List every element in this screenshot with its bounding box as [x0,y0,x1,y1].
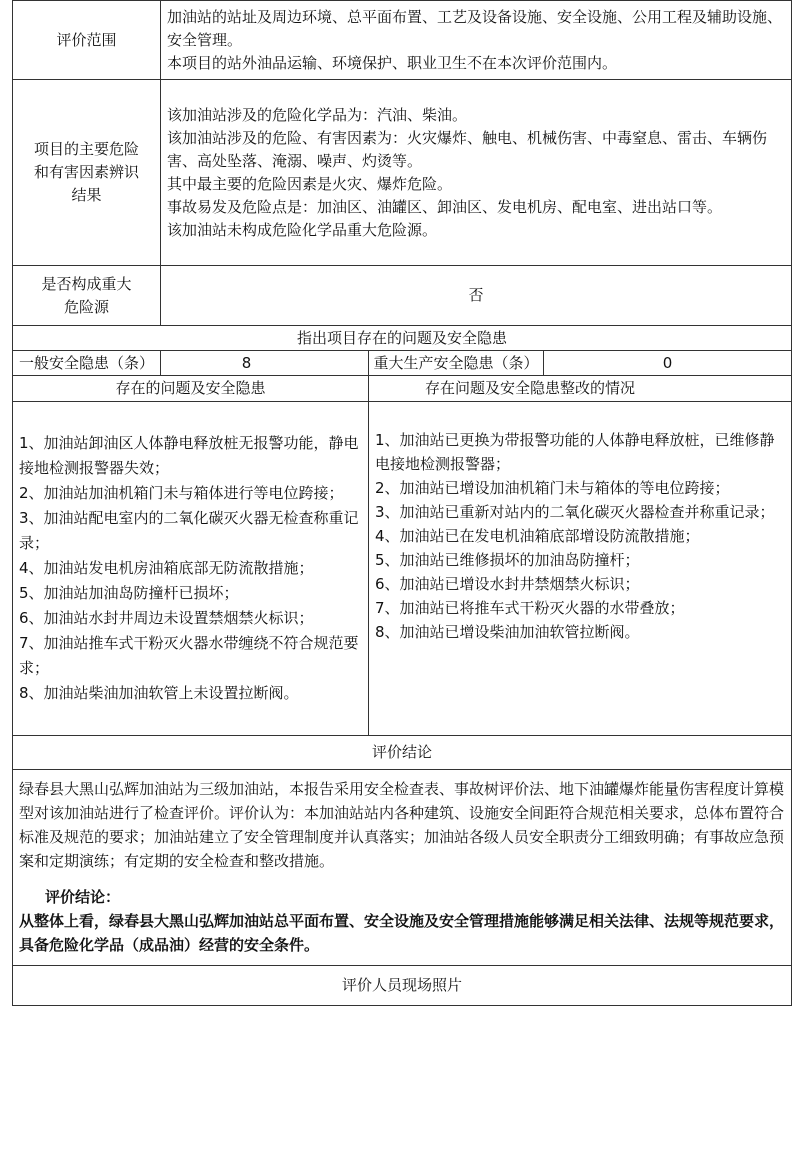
general-hazard-count: 8 [161,351,369,376]
major-production-hazard-count: 0 [662,354,673,372]
problem-item: 7、加油站推车式干粉灭火器水带缠绕不符合规范要求； [19,634,359,677]
problem-item: 8、加油站柴油加油软管上未设置拉断阀。 [19,684,299,702]
problem-item: 5、加油站加油岛防撞杆已损坏； [19,584,239,602]
conclusion-row [13,770,792,966]
photos-header-row [13,966,792,1006]
rectification-item: 5、加油站已维修损坏的加油岛防撞杆； [375,551,640,569]
issues-right-header: 存在问题及安全隐患整改的情况 [369,376,792,402]
conclusion-header: 评价结论 [13,736,792,770]
hazards-line: 事故易发及危险点是：加油区、油罐区、卸油区、发电机房、配电室、进出站口等。 [167,197,723,216]
rectification-item: 4、加油站已在发电机油箱底部增设防流散措施； [375,527,700,545]
conclusion-body [13,770,792,966]
conclusion-sub-label: 评价结论： [45,887,121,906]
major-hazard-value: 否 [161,266,792,326]
evaluation-table [12,0,792,1006]
issues-header-row [13,376,792,402]
rectification-item: 6、加油站已增设水封井禁烟禁火标识； [375,575,640,593]
conclusion-final: 从整体上看，绿春县大黑山弘辉加油站总平面布置、安全设施及安全管理措施能够满足相关法律、法规等规范要求，具备危险化学品（成品油）经营的安全条件。 [19,911,785,954]
problem-item: 6、加油站水封井周边未设置禁烟禁火标识； [19,609,314,627]
rectification-item: 2、加油站已增设加油机箱门未与箱体的等电位跨接； [375,479,730,497]
hazards-line: 该加油站涉及的危险化学品为：汽油、柴油。 [167,105,468,124]
scope-row [13,1,792,80]
major-hazard-label: 是否构成重大危险源 [13,266,161,326]
scope-line: 本项目的站外油品运输、环境保护、职业卫生不在本次评价范围内。 [167,53,618,72]
rectification-item: 3、加油站已重新对站内的二氧化碳灭火器检查并称重记录； [375,503,775,521]
general-hazard-label: 一般安全隐患（条） [13,351,161,376]
photos-header: 评价人员现场照片 [13,966,792,1006]
scope-line: 加油站的站址及周边环境、总平面布置、工艺及设备设施、安全设施、公用工程及辅助设施、安全管理。 [167,7,783,49]
problems-header-row [13,326,792,351]
issues-left-header: 存在的问题及安全隐患 [13,376,369,402]
hazards-line: 其中最主要的危险因素是火灾、爆炸危险。 [167,174,453,193]
hazards-line: 该加油站未构成危险化学品重大危险源。 [167,220,438,239]
rectifications-list [369,402,792,736]
counts-row [13,351,792,376]
conclusion-paragraph: 绿春县大黑山弘辉加油站为三级加油站，本报告采用安全检查表、事故树评价法、地下油罐爆炸能量伤害程度计算模型对该加油站进行了检查评价。评价认为：本加油站站内各种建筑、设施安全间距符合规范相关要求，总体布置符合标准及规范的要求；加油站建立了安全管理制度并认真落实；加油站各级人员安全职责分工细致明确；有事故应急预案和定期演练；有定期的安全检查和整改措施。 [19,779,785,870]
hazards-line: 该加油站涉及的危险、有害因素为：火灾爆炸、触电、机械伤害、中毒窒息、雷击、车辆伤害、高处坠落、淹溺、噪声、灼烫等。 [167,128,768,170]
problem-item: 2、加油站加油机箱门未与箱体进行等电位跨接； [19,484,344,502]
problems-list [13,402,369,736]
major-hazard-row [13,266,792,326]
major-production-hazard-label: 重大生产安全隐患（条） [369,351,544,375]
major-hazard-count-cell [369,351,792,376]
rectification-item: 8、加油站已增设柴油加油软管拉断阀。 [375,623,640,641]
scope-label: 评价范围 [13,1,161,80]
rectification-item: 7、加油站已将推车式干粉灭火器的水带叠放； [375,599,685,617]
problem-item: 3、加油站配电室内的二氧化碳灭火器无检查称重记录； [19,509,359,552]
hazards-content [161,80,792,266]
scope-content [161,1,792,80]
issues-row [13,402,792,736]
problems-header: 指出项目存在的问题及安全隐患 [13,326,792,351]
hazards-label: 项目的主要危险和有害因素辨识结果 [13,80,161,266]
rectification-item: 1、加油站已更换为带报警功能的人体静电释放桩，已维修静电接地检测报警器； [375,431,775,473]
problem-item: 1、加油站卸油区人体静电释放桩无报警功能，静电接地检测报警器失效； [19,434,359,477]
hazards-row [13,80,792,266]
problem-item: 4、加油站发电机房油箱底部无防流散措施； [19,559,314,577]
conclusion-header-row [13,736,792,770]
